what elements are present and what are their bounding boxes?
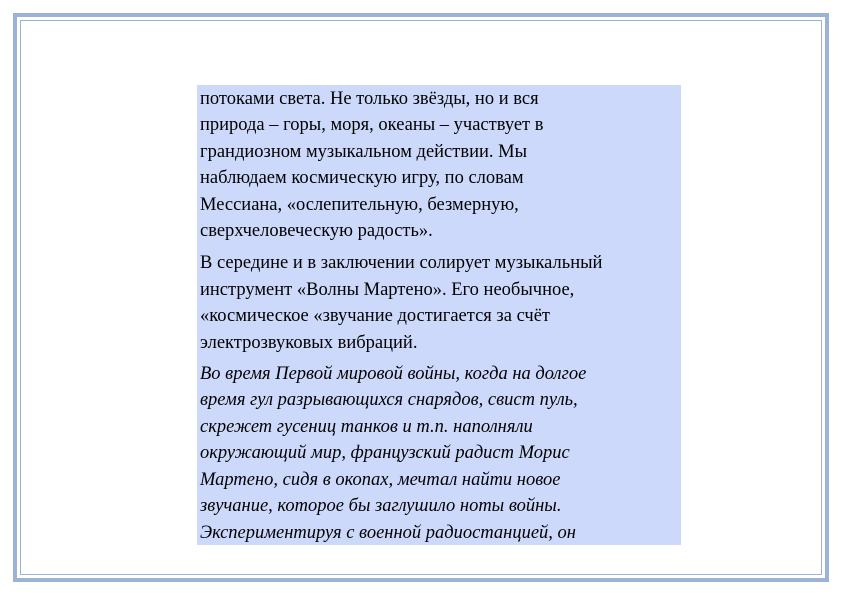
text-line: электрозвуковых вибраций. (200, 332, 418, 353)
text-line: сверхчеловеческую радость». (200, 221, 433, 242)
text-line: В середине и в заключении солирует музыкальный (200, 253, 603, 274)
text-line: Мессиана, «ослепительную, безмерную, (200, 194, 519, 215)
text-line: Мартено, сидя в окопах, мечтал найти новое (200, 469, 561, 490)
text-box (197, 85, 681, 545)
text-line: время гул разрывающихся снарядов, свист пуль, (200, 390, 578, 411)
text-line: инструмент «Волны Мартено». Его необычное, (200, 279, 575, 300)
paragraph-2 (200, 250, 681, 356)
text-line: грандиозном музыкальном действии. Мы (200, 141, 528, 162)
text-line: звучание, которое бы заглушило ноты войны. (200, 496, 562, 517)
text-line: наблюдаем космическую игру, по словам (200, 168, 524, 189)
text-line: Во время Первой мировой войны, когда на долгое (200, 364, 587, 385)
text-line: «космическое «звучание достигается за счёт (200, 306, 551, 327)
paragraph-1 (200, 85, 681, 244)
text-line: Экспериментируя с военной радиостанцией, он (200, 522, 576, 543)
text-line: потоками света. Не только звёзды, но и вся (200, 89, 539, 109)
text-line: окружающий мир, французский радист Морис (200, 443, 570, 464)
text-line: скрежет гусениц танков и т.п. наполняли (200, 416, 533, 437)
paragraph-3-italic (200, 361, 681, 546)
text-line: природа – горы, моря, океаны – участвует в (200, 115, 544, 136)
